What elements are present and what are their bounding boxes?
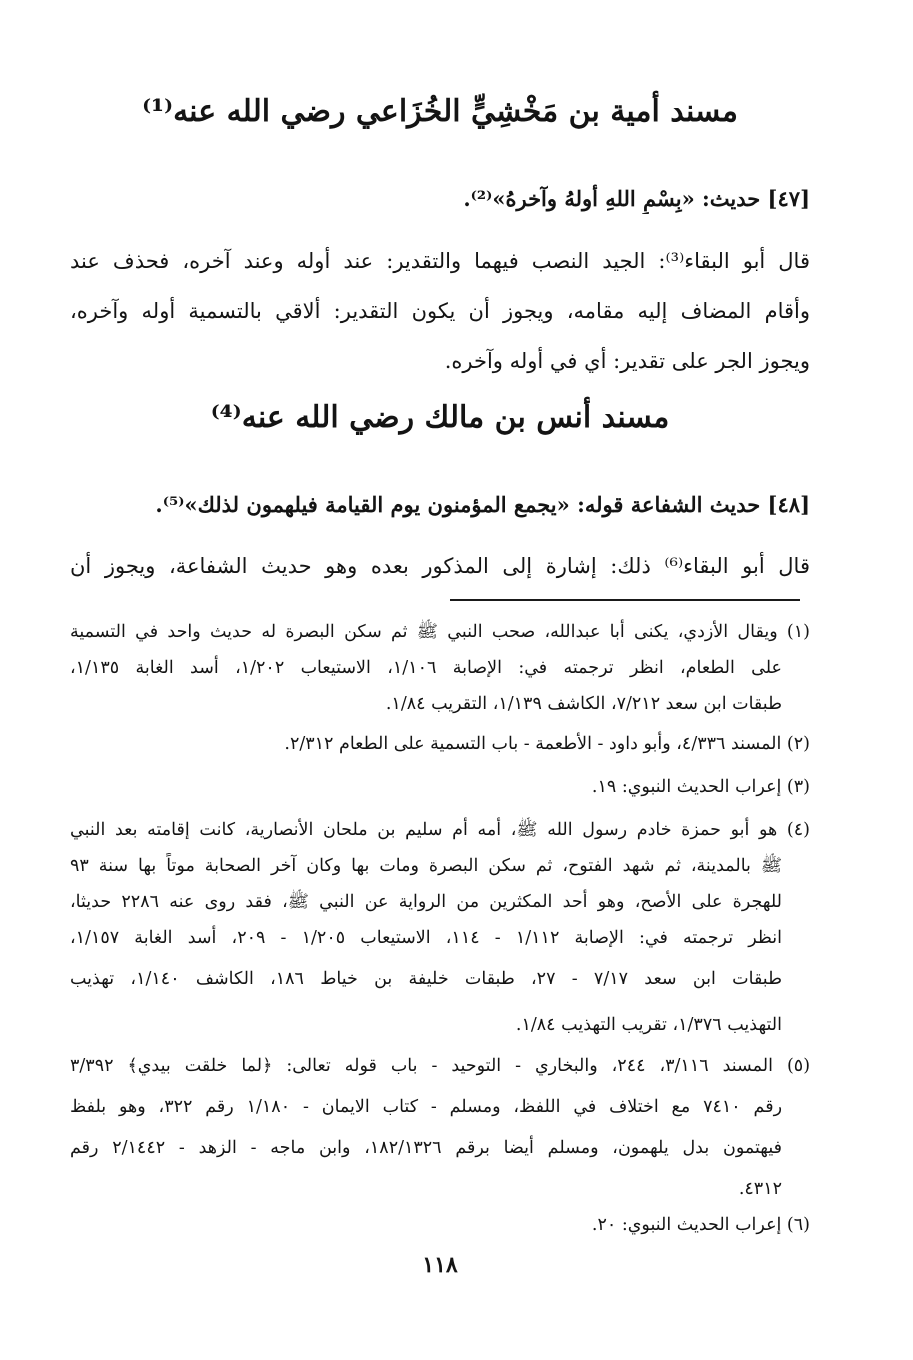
footnote-1-line-1: (١) ويقال الأزدي، يكنى أبا عبدالله، صحب النبي ﷺ ثم سكن البصرة له حديث واحد في التسمية	[70, 622, 810, 642]
footnote-4-line-5: طبقات ابن سعد ٧/١٧ - ٢٧، طبقات خليفة بن خياط ١٨٦، الكاشف ١/١٤٠، تهذيب	[70, 969, 782, 989]
footnote-4-line-3: للهجرة على الأصح، وهو أحد المكثرين من الرواية عن النبي ﷺ، فقد روى عنه ٢٢٨٦ حديثا،	[70, 892, 782, 912]
hadith-47-commentary-line-2: وأقام المضاف إليه مقامه، ويجوز أن يكون التقدير: ألاقي بالتسمية أوله وآخره،	[70, 299, 810, 323]
footnote-1-line-3: طبقات ابن سعد ٧/٢١٢، الكاشف ١/١٣٩، التقريب ١/٨٤.	[385, 694, 782, 714]
footnote-2: (٢) المسند ٤/٣٣٦، وأبو داود - الأطعمة - باب التسمية على الطعام ٢/٣١٢.	[284, 734, 810, 754]
book-page	[70, 0, 810, 1360]
footnote-separator	[450, 599, 800, 601]
footnote-5-line-3: فيهتمون بدل يلهمون، ومسلم أيضا برقم ١٨٢/١٣٢٦، وابن ماجه - الزهد - ٢/١٤٤٢ رقم	[70, 1138, 782, 1158]
footnote-3: (٣) إعراب الحديث النبوي: ١٩.	[591, 777, 810, 797]
hadith-47-commentary-line-1: قال أبو البقاء⁽³⁾: الجيد النصب فيهما والتقدير: عند أوله وعند آخره، فحذف عند	[70, 249, 810, 273]
hadith-47-commentary-line-3: ويجوز الجر على تقدير: أي في أوله وآخره.	[444, 349, 810, 373]
hadith-47-title: [٤٧] حديث: «بِسْمِ اللهِ أولهُ وآخرهُ»⁽²⁾.	[463, 186, 810, 211]
page-number: ١١٨	[422, 1252, 458, 1278]
hadith-48-commentary-line-1: قال أبو البقاء⁽⁶⁾ ذلك: إشارة إلى المذكور بعده وهو حديث الشفاعة، ويجوز أن	[70, 554, 810, 578]
footnote-4-line-4: انظر ترجمته في: الإصابة ١/١١٢ - ١١٤، الاستيعاب ١/٢٠٥ - ٢٠٩، أسد الغابة ١/١٥٧،	[70, 928, 782, 948]
hadith-48-title: [٤٨] حديث الشفاعة قوله: «يجمع المؤمنون يوم القيامة فيلهمون لذلك»⁽⁵⁾.	[155, 492, 810, 517]
section-heading-anas: مسند أنس بن مالك رضي الله عنه⁽⁴⁾	[210, 400, 670, 435]
footnote-5-line-2: رقم ٧٤١٠ مع اختلاف في اللفظ، ومسلم - كتاب الايمان - ١/١٨٠ رقم ٣٢٢، وهو بلفظ	[70, 1097, 782, 1117]
section-heading-umayya: مسند أمية بن مَخْشِيٍّ الخُزَاعي رضي الله عنه⁽¹⁾	[142, 94, 738, 129]
footnote-4-line-1: (٤) هو أبو حمزة خادم رسول الله ﷺ، أمه أم سليم بن ملحان الأنصارية، كانت إقامته بعد النبي	[70, 820, 810, 840]
footnote-4-line-2: ﷺ بالمدينة، ثم شهد الفتوح، ثم سكن البصرة ومات بها وكان آخر الصحابة موتاً بها سنة ٩٣	[70, 856, 782, 876]
footnote-1-line-2: على الطعام، انظر ترجمته في: الإصابة ١/١٠٦، الاستيعاب ١/٢٠٢، أسد الغابة ١/١٣٥،	[70, 658, 782, 678]
footnote-4-line-6: التهذيب ١/٣٧٦، تقريب التهذيب ١/٨٤.	[515, 1015, 782, 1035]
footnote-5-line-1: (٥) المسند ٣/١١٦، ٢٤٤، والبخاري - التوحيد - باب قوله تعالى: ﴿لما خلقت بيدي﴾ ٣/٣٩٢	[70, 1056, 810, 1076]
footnote-6: (٦) إعراب الحديث النبوي: ٢٠.	[591, 1215, 810, 1235]
footnote-5-line-4: ٤٣١٢.	[738, 1179, 782, 1199]
